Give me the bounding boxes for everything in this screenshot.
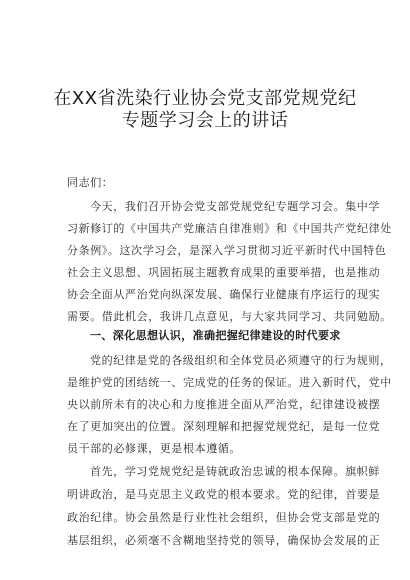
- paragraph-1-line: 需要。借此机会，我讲几点意见，与大家共同学习、共同勉励。: [67, 310, 392, 323]
- document-title-line-2: 专题学习会上的讲话: [121, 110, 289, 131]
- paragraph-3-line: 政治纪律。协会虽然是行业性社会组织，但协会党支部是党的: [67, 511, 381, 524]
- paragraph-2-line: 在了更加突出的位置。深刻理解和把握党规党纪，是每一位党: [67, 420, 381, 433]
- paragraph-3-line: 首先，学习党规党纪是铸就政治忠诚的根本保障。旗帜鲜: [90, 465, 380, 478]
- paragraph-1-line: 社会主义思想、巩固拓展主题教育成果的重要举措，也是推动: [67, 266, 381, 279]
- section-heading-1: 一、深化思想认识，准确把握纪律建设的时代要求: [90, 329, 341, 342]
- paragraph-2-line: 员干部的必修课，更是根本遵循。: [67, 442, 241, 455]
- paragraph-3-line: 明讲政治，是马克思主义政党的根本要求。党的纪律，首要是: [67, 488, 381, 501]
- document-title-line-1: 在XX省洗染行业协会党支部党规党纪: [53, 88, 357, 109]
- paragraph-2-line: 是维护党的团结统一、完成党的任务的保证。进入新时代，党中: [67, 376, 392, 389]
- paragraph-3-line: 基层组织，必须毫不含糊地坚持党的领导，确保协会发展的正: [67, 534, 381, 547]
- paragraph-1-line: 今天，我们召开协会党支部党规党纪专题学习会。集中学: [90, 200, 380, 213]
- paragraph-1-line: 协会全面从严治党向纵深发展、确保行业健康有序运行的现实: [67, 288, 381, 301]
- paragraph-1-line: 习新修订的《中国共产党廉洁自律准则》和《中国共产党纪律处: [67, 222, 392, 235]
- paragraph-2-line: 央以前所未有的决心和力度推进全面从严治党，纪律建设被摆: [67, 398, 381, 411]
- paragraph-1-line: 分条例》。这次学习会，是深入学习贯彻习近平新时代中国特色: [67, 244, 387, 257]
- salutation: 同志们：: [67, 176, 114, 189]
- paragraph-2-line: 党的纪律是党的各级组织和全体党员必须遵守的行为规则，: [90, 354, 392, 367]
